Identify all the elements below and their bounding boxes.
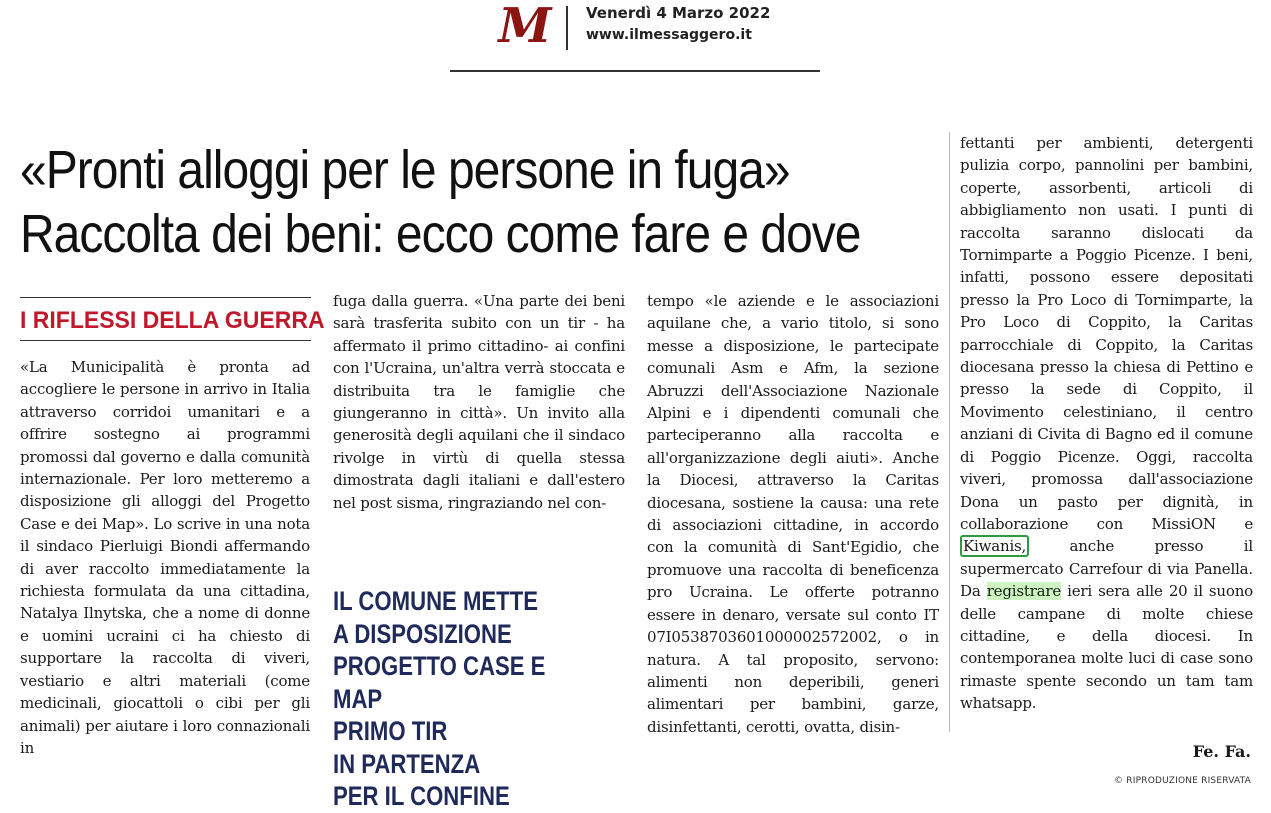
- article-column-2: [333, 290, 625, 514]
- article-column-1: [20, 356, 310, 759]
- pull-quote-line: IL COMUNE METTE: [333, 586, 539, 616]
- column-1-text: «La Municipalità è pronta ad accogliere le persone in arrivo in Italia attraverso corridoi umanitari e a offrire sostegno ai programmi promossi dal governo e dalla comunità internazionale. Per loro metteremo a disposizione gli alloggi del Progetto Case e dei Map». Lo scrive in una nota il sindaco Pierluigi Biondi affermando di aver raccolto immediatamente la richiesta formulata da una cittadina, Natalya Ilnytska, che a nome di donne e uomini ucraini ci ha chiesto di supportare la raccolta di viveri, vestiario e altri materiali (come medicinali, giocattoli o cibi per gli animali) per aiutare i loro connazionali in: [20, 358, 310, 757]
- article-column-4: [960, 132, 1253, 715]
- column-2-text: fuga dalla guerra. «Una parte dei beni sarà trasferita subito con un tir - ha affermato il primo cittadino- ai confini con l'Ucraina, un'altra verrà stoccata e distribuita tra le famiglie che giungeranno in città». Un invito alla generosità degli aquilani che il sindaco rivolge in virtù di quella stessa dimostrata dagli italiani e dall'estero nel post sisma, ringraziando nel con-: [333, 292, 625, 512]
- masthead: [450, 0, 820, 72]
- headline-primary: «Pronti alloggi per le persone in fuga»: [20, 141, 790, 201]
- column-3-text: tempo «le aziende e le associazioni aquilane che, a vario titolo, si sono messe a disposizione, le partecipate comunali Asm e Afm, la sezione Abruzzi dell'Associazione Nazionale Alpini e i dipendenti comunali che parteciperanno alla raccolta e all'organizzazione degli aiuti». Anche la Diocesi, attraverso la Caritas diocesana, sostiene la causa: una rete di associazioni cittadine, in accordo con la comunità di Sant'Egidio, che promuove una raccolta di beneficenza pro Ucraina. Le offerte potranno essere in denaro, versate sul conto IT 07I0538703601000002572002, o in natura. A tal proposito, servono: alimenti non deperibili, generi alimentari per bambini, garze, disinfettanti, cerotti, ovatta, disin-: [647, 292, 939, 736]
- article-column-3: [647, 290, 939, 738]
- section-kicker: I RIFLESSI DELLA GUERRA: [20, 306, 325, 334]
- column-4-text-part: ieri sera alle 20 il suono delle campane di molte chiese cittadine, e della diocesi. In contemporanea molte luci di case sono rimaste spente secondo un tam tam whatsapp.: [960, 582, 1254, 713]
- column-4-text-part: anche presso il supermercato Carrefour di via Panella. Da: [960, 537, 1253, 601]
- column-divider: [949, 132, 950, 732]
- column-4-text-part: fettanti per ambienti, detergenti pulizia corpo, pannolini per bambini, coperte, assorbenti, articoli di abbigliamento non usati. I punti di raccolta saranno dislocati da Tornimparte a Poggio Picenze. I beni, infatti, possono essere depositati presso la Pro Loco di Tornimparte, la Pro Loco di Coppito, la Caritas parrocchiale di Coppito, la Caritas diocesana presso la chiesa di Pettino e presso la sede di Coppito, il Movimento celestiniano, il centro anziani di Civita di Bagno ed il comune di Poggio Picenze. Oggi, raccolta viveri, promossa dall'associazione Dona un pasto per dignità, in collaborazione con MissiON e: [960, 134, 1253, 533]
- headline-secondary: Raccolta dei beni: ecco come fare e dove: [20, 205, 861, 265]
- kicker-rule-bottom: [20, 340, 311, 341]
- pull-quote: [333, 585, 571, 813]
- highlighted-word-mark[interactable]: registrare: [986, 582, 1062, 601]
- copyright-notice: © RIPRODUZIONE RISERVATA: [1114, 776, 1251, 786]
- column-4-text: [960, 132, 1253, 715]
- pull-quote-line: PRIMO TIR: [333, 716, 448, 746]
- website-url: www.ilmessaggero.it: [586, 27, 752, 43]
- newspaper-logo: M: [498, 0, 550, 54]
- issue-date: Venerdì 4 Marzo 2022: [586, 4, 771, 22]
- pull-quote-line: PER IL CONFINE: [333, 781, 510, 811]
- kicker-rule-top: [20, 297, 311, 298]
- pull-quote-line: PROGETTO CASE E MAP: [333, 651, 546, 714]
- author-signature: Fe. Fa.: [1192, 742, 1251, 761]
- highlighted-word-box[interactable]: Kiwanis,: [960, 535, 1029, 557]
- pull-quote-line: IN PARTENZA: [333, 748, 481, 779]
- masthead-divider: [566, 6, 568, 50]
- pull-quote-line: A DISPOSIZIONE: [333, 618, 512, 649]
